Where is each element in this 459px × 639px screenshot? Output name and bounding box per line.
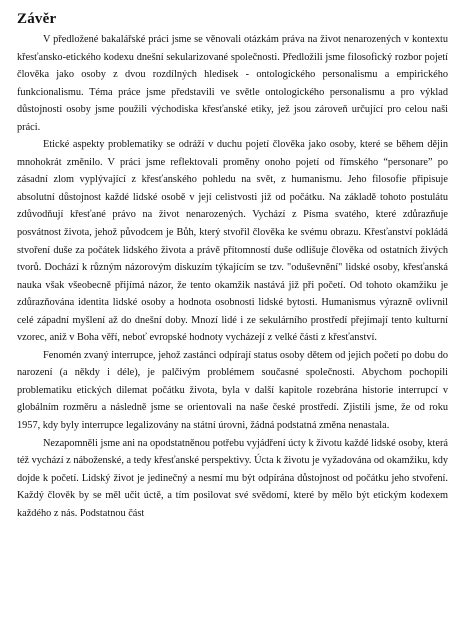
paragraph-respect-for-life: Nezapomněli jsme ani na opodstatněnou potřebu vyjádření úcty k životu každé lidské osoby, která též vychází z náboženské, a tedy křesťanské perspektivy. Úcta k životu je vyžadována od okamžiku, kdy dojde k početí. Lidský život je jedinečný a nesmí mu být odpírána důstojnost od počátku jeho stvoření. Každý člověk by se měl učit úctě, a tím posilovat své svědomí, které by mělo být etickým kodexem každého z nás. Podstatnou část — [17, 437, 448, 519]
paragraph-abortion-phenomenon: Fenomén zvaný interrupce, jehož zastánci odpírají status osoby dětem od jejich početí po dobu do narození (a někdy i déle), je palčivým problémem současné společnosti. Abychom pochopili problematiku etických dilemat počátku života, byla v další kapitole rozebrána historie interrupcí v globálním rozměru a následně jsme se orientovali na naše české prostředí. Zjistili jsme, že od roku 1957, kdy byly interrupce legalizovány na státní úrovni, žádná podstatná změna nenastala. — [17, 349, 448, 432]
paragraph-introduction: V předložené bakalářské práci jsme se věnovali otázkám práva na život nenarozených v kontextu křesťansko-etického kodexu dnešní sekularizované společnosti. Předložili jsme filosofický rozbor pojetí člověka jako osoby z dvou rozdílných hledisek - ontologického personalismu a empirického funkcionalismu. Téma práce jsme představili ve světle ontologického personalismu a pro výklad důstojnosti osoby jsme použili východiska křesťanské etiky, jež jsou zároveň určující pro celou naši práci. — [17, 34, 448, 133]
paragraph-ethical-aspects: Etické aspekty problematiky se odráží v duchu pojetí člověka jako osoby, které se během dějin mnohokrát změnilo. V práci jsme reflektovali proměny onoho pojetí od římského “personare” po zásadní zlom vyplývající z křesťanského pohledu na svět, z humanismu. Jeho filosofie připisuje absolutní důstojnost každé lidské osobě v její celistvosti již od počátku. Na základě tohoto postulátu zdůvodňují křesťané právo na život nenarozených. Vychází z Písma svatého, které zdůrazňuje posvátnost života, jehož původcem je Bůh, který stvořil člověka ke svému obrazu. Křesťanství pokládá stvoření duše za počátek lidského života a právě přítomností duše odlišuje člověka od ostatních živých tvorů. Dochází k různým názorovým diskuzím týkajícím se tzv. "oduševnění" lidské osoby, křesťanská nauka však všeobecně přijímá názor, že tento okamžik nastává již při početí. Od tohoto okamžiku je zdůrazňována identita lidské osoby a hodnota osobnosti lidské bytosti. Humanismus výrazně ovlivnil celé západní myšlení až do dnešní doby. Mnozí lidé i ze sekulárního prostředí přejímají tento kulturní vzorec, aniž v Boha věří, neboť evropské hodnoty vycházejí z velké části z křesťanství. — [17, 139, 448, 344]
section-heading: Závěr — [17, 11, 57, 27]
